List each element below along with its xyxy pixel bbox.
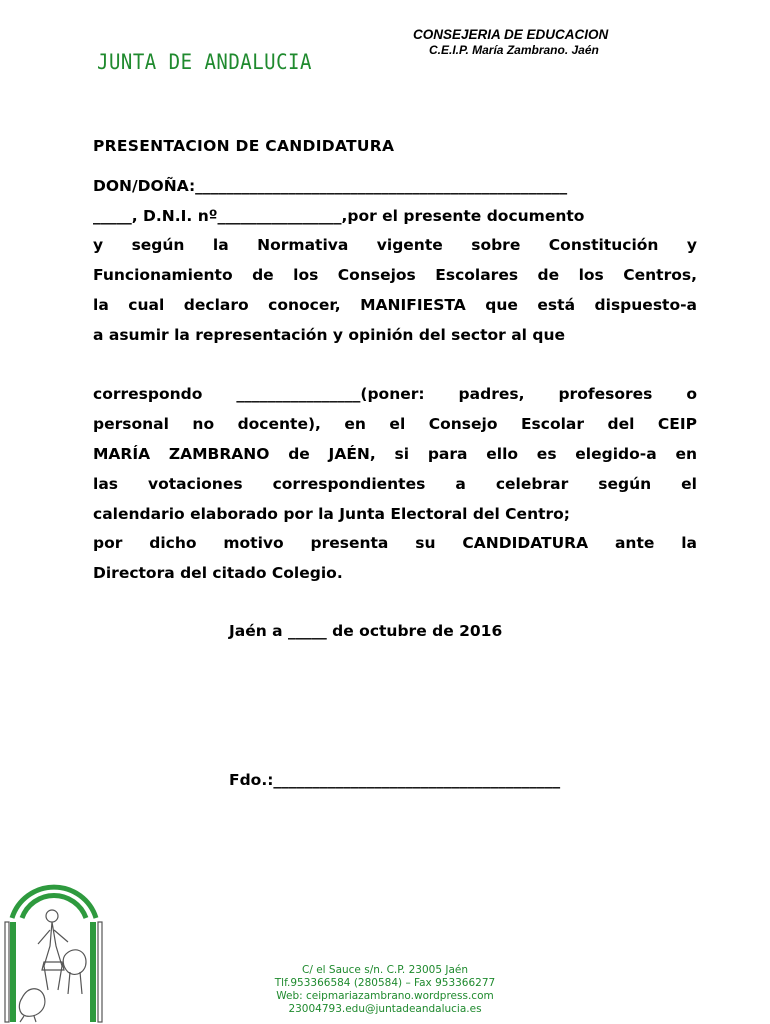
date-line: Jaén a _____ de octubre de 2016 bbox=[229, 622, 503, 640]
department-name: CONSEJERIA DE EDUCACION bbox=[413, 27, 609, 42]
body-line-12: por dicho motivo presenta su CANDIDATURA ante la bbox=[93, 534, 697, 552]
body-line-7: correspondo ________________(poner: padres, profesores o bbox=[93, 385, 697, 403]
header-right bbox=[413, 27, 608, 57]
body-line-6: a asumir la representación y opinión del sector al que bbox=[93, 326, 566, 344]
signature-line: Fdo.:_____________________________________ bbox=[229, 771, 561, 789]
footer-web: Web: ceipmariazambrano.wordpress.com bbox=[276, 990, 494, 1002]
brand-name: JUNTA DE ANDALUCIA bbox=[97, 50, 312, 75]
body-line-9: MARÍA ZAMBRANO de JAÉN, si para ello es elegido-a en bbox=[93, 445, 697, 463]
andalusia-coat-of-arms-icon bbox=[4, 858, 104, 1024]
footer-email: 23004793.edu@juntadeandalucia.es bbox=[288, 1003, 482, 1015]
body-line-13: Directora del citado Colegio. bbox=[93, 564, 343, 582]
body-line-5: la cual declaro conocer, MANIFIESTA que está dispuesto-a bbox=[93, 296, 697, 314]
document-title: PRESENTACION DE CANDIDATURA bbox=[93, 137, 395, 155]
body-line-4: Funcionamiento de los Consejos Escolares de los Centros, bbox=[93, 266, 697, 284]
body-line-11: calendario elaborado por la Junta Electoral del Centro; bbox=[93, 505, 571, 523]
school-name: C.E.I.P. María Zambrano. Jaén bbox=[429, 43, 599, 57]
body-line-8: personal no docente), en el Consejo Escolar del CEIP bbox=[93, 415, 697, 433]
footer-contact bbox=[230, 964, 540, 1016]
footer-address: C/ el Sauce s/n. C.P. 23005 Jaén bbox=[301, 964, 468, 976]
body-line-1: DON/DOÑA:________________________________________________ bbox=[93, 177, 568, 195]
body-line-10: las votaciones correspondientes a celebrar según el bbox=[93, 475, 697, 493]
body-line-3: y según la Normativa vigente sobre Constitución y bbox=[93, 236, 697, 254]
body-line-2: _____, D.N.I. nº________________,por el presente documento bbox=[93, 207, 585, 225]
footer-phone: Tlf.953366584 (280584) – Fax 953366277 bbox=[274, 977, 496, 989]
